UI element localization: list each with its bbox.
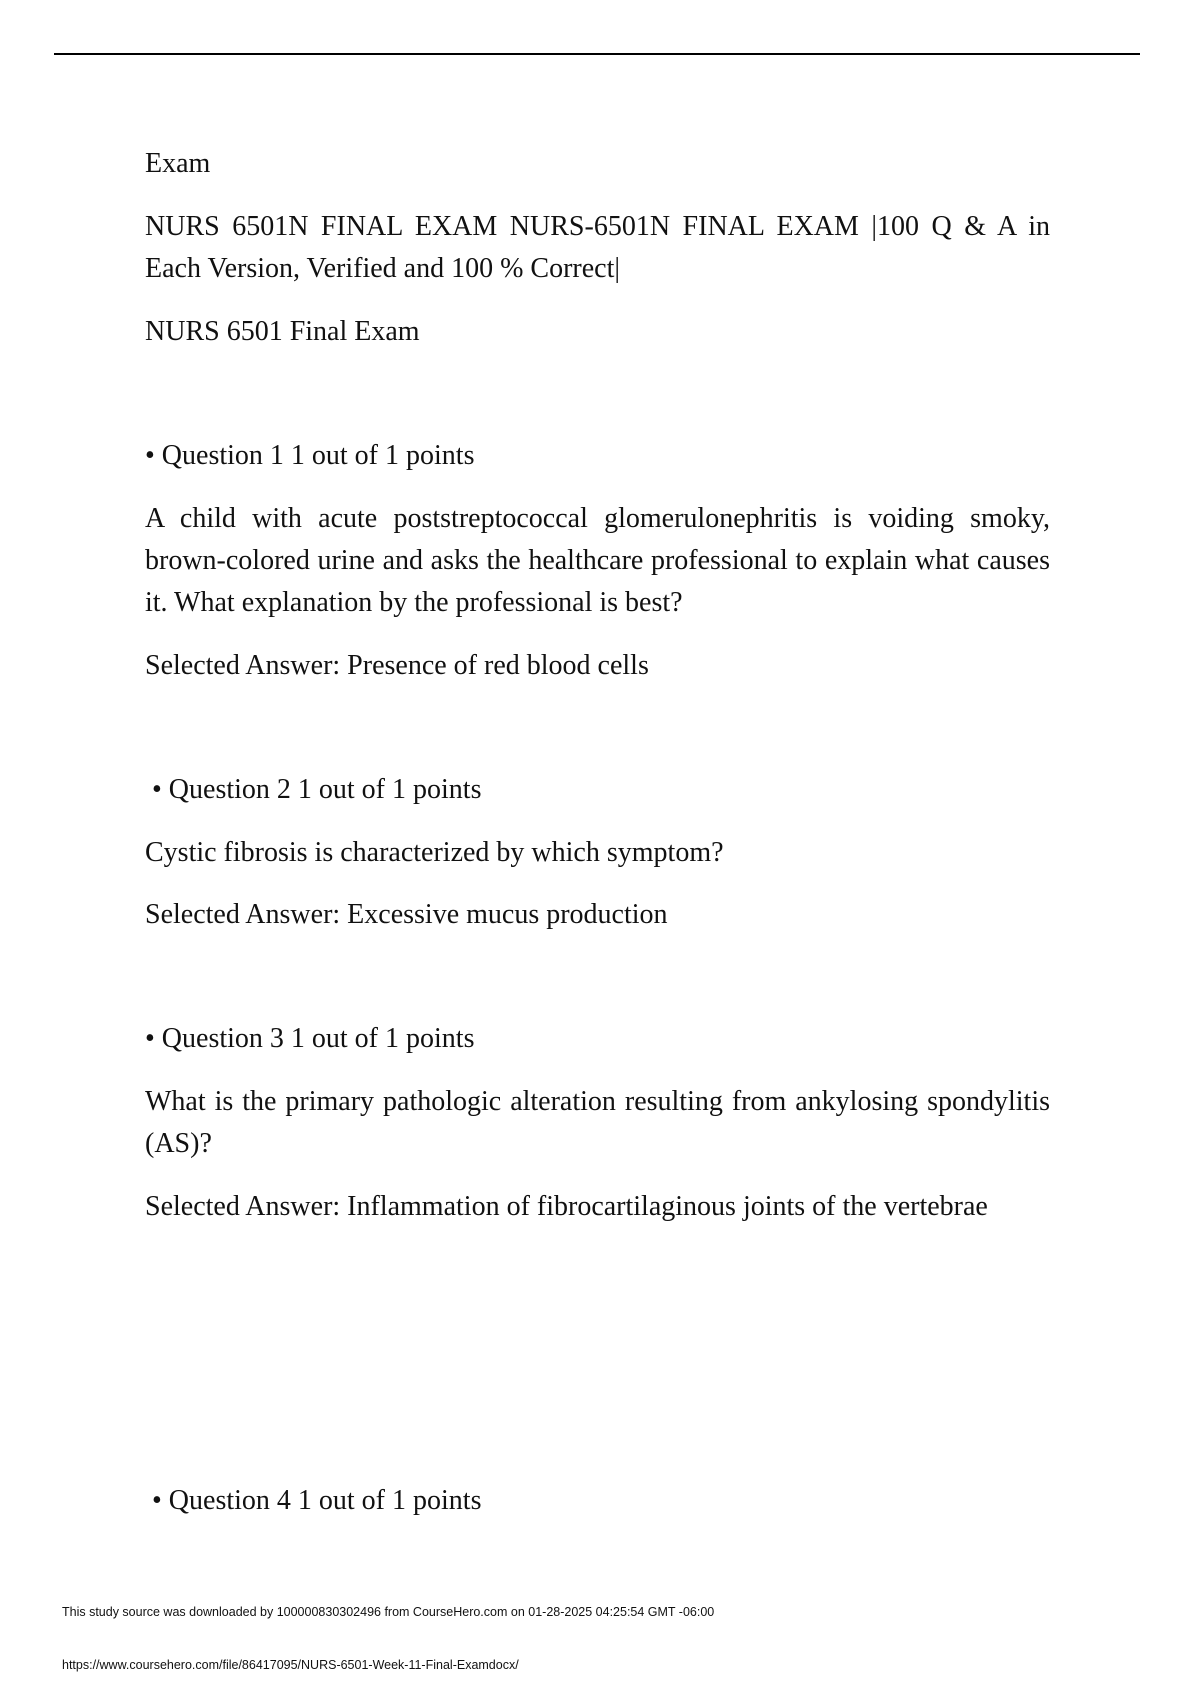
question-2-header: • Question 2 1 out of 1 points [145, 774, 482, 805]
document-subtitle: NURS 6501 Final Exam [145, 316, 420, 347]
question-3-header: • Question 3 1 out of 1 points [145, 1023, 475, 1054]
question-1-answer: Selected Answer: Presence of red blood cells [145, 650, 649, 681]
document-heading: Exam [145, 148, 211, 179]
download-source-note: This study source was downloaded by 100000830302496 from CourseHero.com on 01-28-2025 04:25:54 GMT -06:00 [62, 1605, 715, 1619]
document-title: NURS 6501N FINAL EXAM NURS-6501N FINAL EXAM |100 Q & A in Each Version, Verified and 100 % Correct| [145, 211, 1050, 284]
question-3-text: What is the primary pathologic alteration resulting from ankylosing spondylitis (AS)? [145, 1086, 1050, 1159]
question-1-text: A child with acute poststreptococcal glomerulonephritis is voiding smoky, brown-colored urine and asks the healthcare professional to explain what causes it. What explanation by the professional is best? [145, 503, 1050, 618]
question-1-header: • Question 1 1 out of 1 points [145, 440, 475, 471]
top-horizontal-rule [54, 53, 1140, 55]
question-3-answer: Selected Answer: Inflammation of fibrocartilaginous joints of the vertebrae [145, 1191, 988, 1222]
question-4-header: • Question 4 1 out of 1 points [145, 1485, 482, 1516]
source-url: https://www.coursehero.com/file/86417095/NURS-6501-Week-11-Final-Examdocx/ [62, 1658, 519, 1672]
question-2-text: Cystic fibrosis is characterized by which symptom? [145, 837, 724, 868]
question-2-answer: Selected Answer: Excessive mucus production [145, 899, 668, 930]
